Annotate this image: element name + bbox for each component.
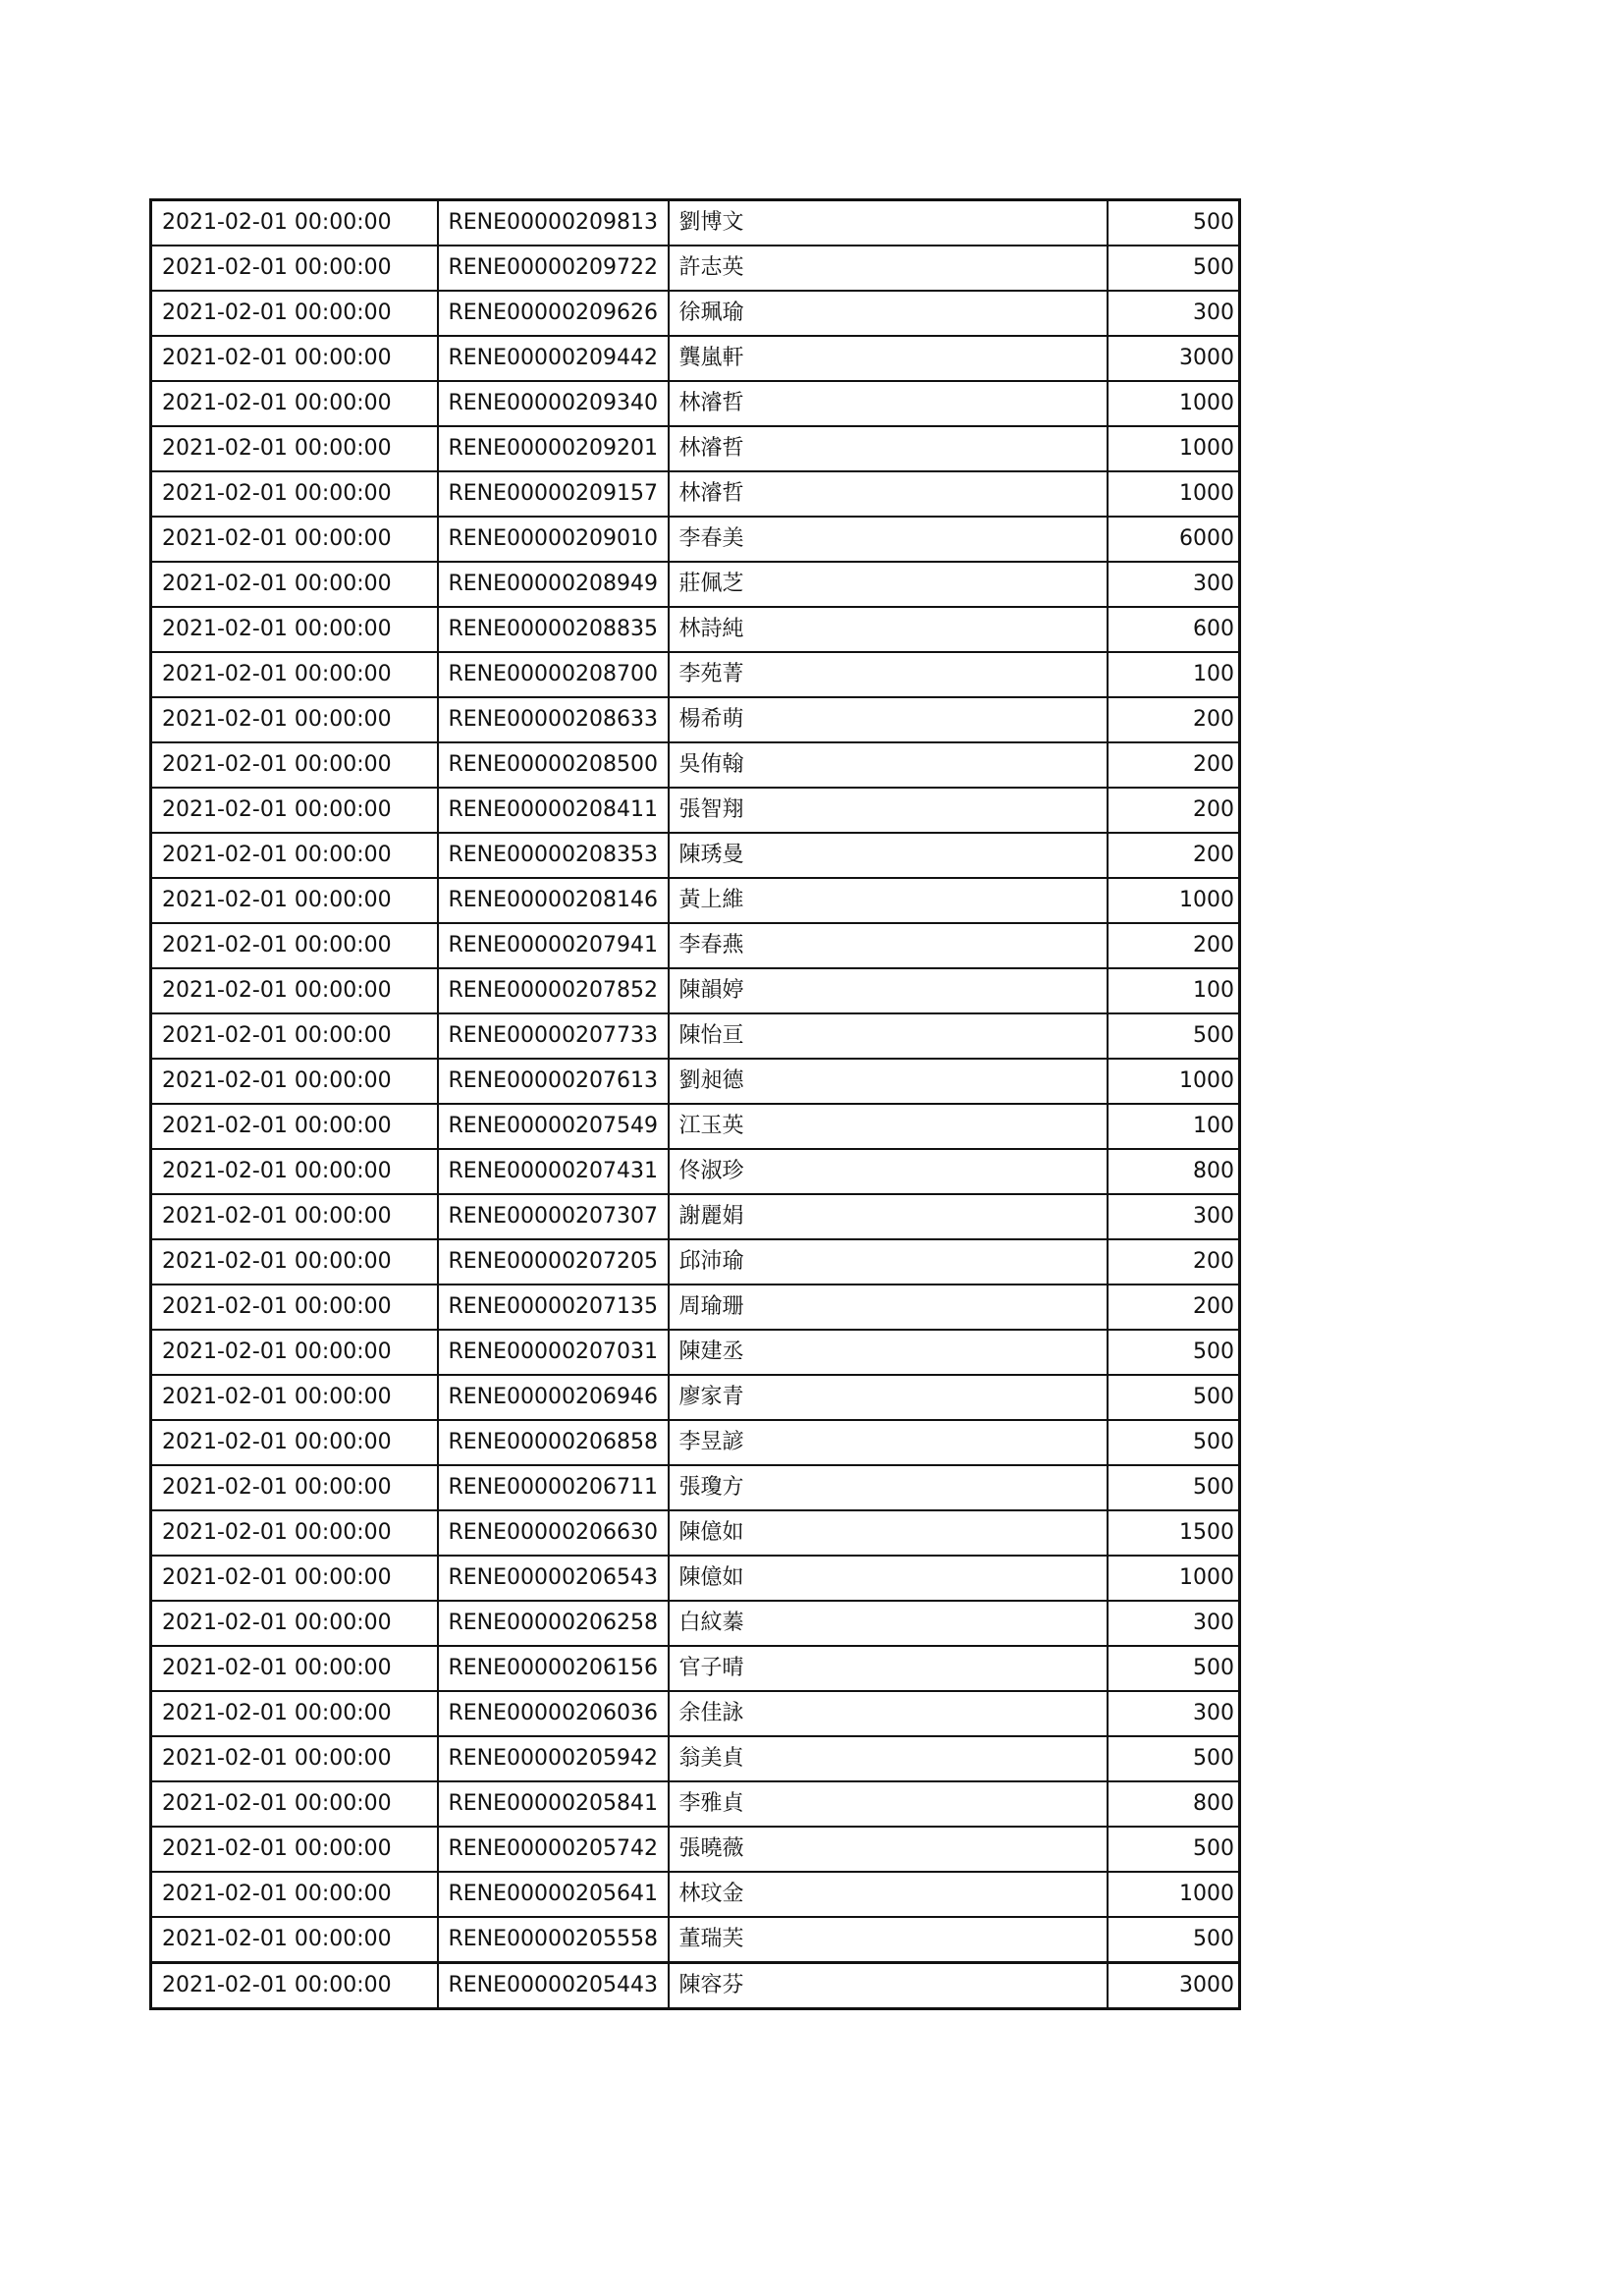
amount-cell: 500 xyxy=(1108,1013,1240,1059)
donor-name-cell: 陳琇曼 xyxy=(669,833,1108,878)
date-cell: 2021-02-01 00:00:00 xyxy=(151,1194,438,1239)
date-cell: 2021-02-01 00:00:00 xyxy=(151,1420,438,1465)
table-row xyxy=(151,1465,1240,1510)
donor-name-cell: 張曉薇 xyxy=(669,1827,1108,1872)
donor-name-cell: 林詩純 xyxy=(669,607,1108,652)
amount-cell: 1000 xyxy=(1108,426,1240,471)
amount-cell: 200 xyxy=(1108,923,1240,968)
receipt-id-cell: RENE00000207031 xyxy=(438,1330,669,1375)
receipt-id-cell: RENE00000209626 xyxy=(438,291,669,336)
receipt-id-cell: RENE00000209442 xyxy=(438,336,669,381)
donor-name-cell: 謝麗娟 xyxy=(669,1194,1108,1239)
date-cell: 2021-02-01 00:00:00 xyxy=(151,381,438,426)
donor-name-cell: 陳容芬 xyxy=(669,1963,1108,2009)
receipt-id-cell: RENE00000209201 xyxy=(438,426,669,471)
date-cell: 2021-02-01 00:00:00 xyxy=(151,562,438,607)
date-cell: 2021-02-01 00:00:00 xyxy=(151,1736,438,1781)
donor-name-cell: 張智翔 xyxy=(669,788,1108,833)
amount-cell: 1000 xyxy=(1108,1556,1240,1601)
donor-name-cell: 龔嵐軒 xyxy=(669,336,1108,381)
table-row xyxy=(151,471,1240,517)
receipt-id-cell: RENE00000209010 xyxy=(438,517,669,562)
table-row xyxy=(151,1194,1240,1239)
amount-cell: 500 xyxy=(1108,1465,1240,1510)
donor-name-cell: 陳怡亘 xyxy=(669,1013,1108,1059)
date-cell: 2021-02-01 00:00:00 xyxy=(151,1872,438,1917)
date-cell: 2021-02-01 00:00:00 xyxy=(151,878,438,923)
table-row xyxy=(151,562,1240,607)
receipt-id-cell: RENE00000207941 xyxy=(438,923,669,968)
date-cell: 2021-02-01 00:00:00 xyxy=(151,1239,438,1285)
donor-name-cell: 徐珮瑜 xyxy=(669,291,1108,336)
receipt-id-cell: RENE00000205558 xyxy=(438,1917,669,1963)
table-row xyxy=(151,1239,1240,1285)
receipt-id-cell: RENE00000206858 xyxy=(438,1420,669,1465)
donor-name-cell: 莊佩芝 xyxy=(669,562,1108,607)
receipt-id-cell: RENE00000208411 xyxy=(438,788,669,833)
table-row xyxy=(151,652,1240,697)
amount-cell: 800 xyxy=(1108,1781,1240,1827)
table-row xyxy=(151,742,1240,788)
amount-cell: 300 xyxy=(1108,1194,1240,1239)
date-cell: 2021-02-01 00:00:00 xyxy=(151,1963,438,2009)
date-cell: 2021-02-01 00:00:00 xyxy=(151,1330,438,1375)
receipt-id-cell: RENE00000207307 xyxy=(438,1194,669,1239)
receipt-id-cell: RENE00000205742 xyxy=(438,1827,669,1872)
date-cell: 2021-02-01 00:00:00 xyxy=(151,336,438,381)
receipt-id-cell: RENE00000205942 xyxy=(438,1736,669,1781)
receipt-id-cell: RENE00000206036 xyxy=(438,1691,669,1736)
donor-name-cell: 江玉英 xyxy=(669,1104,1108,1149)
table-row xyxy=(151,1059,1240,1104)
donor-name-cell: 陳億如 xyxy=(669,1510,1108,1556)
receipt-id-cell: RENE00000209813 xyxy=(438,200,669,246)
donor-name-cell: 李昱諺 xyxy=(669,1420,1108,1465)
table-row xyxy=(151,1601,1240,1646)
amount-cell: 1500 xyxy=(1108,1510,1240,1556)
table-row xyxy=(151,923,1240,968)
date-cell: 2021-02-01 00:00:00 xyxy=(151,426,438,471)
donor-name-cell: 陳韻婷 xyxy=(669,968,1108,1013)
date-cell: 2021-02-01 00:00:00 xyxy=(151,1827,438,1872)
table-row xyxy=(151,833,1240,878)
receipt-id-cell: RENE00000208353 xyxy=(438,833,669,878)
date-cell: 2021-02-01 00:00:00 xyxy=(151,517,438,562)
table-body xyxy=(151,200,1240,2009)
amount-cell: 500 xyxy=(1108,1646,1240,1691)
amount-cell: 200 xyxy=(1108,1285,1240,1330)
donor-name-cell: 許志英 xyxy=(669,246,1108,291)
receipt-id-cell: RENE00000206156 xyxy=(438,1646,669,1691)
receipt-id-cell: RENE00000207733 xyxy=(438,1013,669,1059)
table-row xyxy=(151,1736,1240,1781)
date-cell: 2021-02-01 00:00:00 xyxy=(151,246,438,291)
amount-cell: 1000 xyxy=(1108,381,1240,426)
donor-name-cell: 翁美貞 xyxy=(669,1736,1108,1781)
amount-cell: 500 xyxy=(1108,246,1240,291)
table-row xyxy=(151,1872,1240,1917)
table-row xyxy=(151,1285,1240,1330)
amount-cell: 300 xyxy=(1108,1601,1240,1646)
donor-name-cell: 董瑞芙 xyxy=(669,1917,1108,1963)
receipt-id-cell: RENE00000206946 xyxy=(438,1375,669,1420)
amount-cell: 100 xyxy=(1108,652,1240,697)
amount-cell: 200 xyxy=(1108,697,1240,742)
donor-name-cell: 余佳詠 xyxy=(669,1691,1108,1736)
table-row xyxy=(151,336,1240,381)
date-cell: 2021-02-01 00:00:00 xyxy=(151,833,438,878)
table-row xyxy=(151,1781,1240,1827)
table-row xyxy=(151,697,1240,742)
amount-cell: 200 xyxy=(1108,742,1240,788)
amount-cell: 500 xyxy=(1108,1736,1240,1781)
amount-cell: 500 xyxy=(1108,1375,1240,1420)
amount-cell: 500 xyxy=(1108,200,1240,246)
receipt-id-cell: RENE00000209340 xyxy=(438,381,669,426)
table-row xyxy=(151,246,1240,291)
date-cell: 2021-02-01 00:00:00 xyxy=(151,1465,438,1510)
table-row xyxy=(151,517,1240,562)
table-row xyxy=(151,381,1240,426)
donor-name-cell: 吳侑翰 xyxy=(669,742,1108,788)
amount-cell: 1000 xyxy=(1108,471,1240,517)
table-row xyxy=(151,426,1240,471)
table-row xyxy=(151,1149,1240,1194)
amount-cell: 200 xyxy=(1108,833,1240,878)
receipt-id-cell: RENE00000208835 xyxy=(438,607,669,652)
receipt-id-cell: RENE00000206711 xyxy=(438,1465,669,1510)
donor-name-cell: 廖家青 xyxy=(669,1375,1108,1420)
amount-cell: 100 xyxy=(1108,968,1240,1013)
table-row xyxy=(151,1013,1240,1059)
amount-cell: 800 xyxy=(1108,1149,1240,1194)
amount-cell: 300 xyxy=(1108,1691,1240,1736)
receipt-id-cell: RENE00000207852 xyxy=(438,968,669,1013)
receipt-id-cell: RENE00000206543 xyxy=(438,1556,669,1601)
donor-name-cell: 劉博文 xyxy=(669,200,1108,246)
receipt-id-cell: RENE00000206630 xyxy=(438,1510,669,1556)
amount-cell: 1000 xyxy=(1108,1059,1240,1104)
amount-cell: 6000 xyxy=(1108,517,1240,562)
donor-name-cell: 李春燕 xyxy=(669,923,1108,968)
donor-name-cell: 林濬哲 xyxy=(669,471,1108,517)
receipt-id-cell: RENE00000205641 xyxy=(438,1872,669,1917)
donor-name-cell: 黃上維 xyxy=(669,878,1108,923)
date-cell: 2021-02-01 00:00:00 xyxy=(151,1781,438,1827)
donor-name-cell: 林玟金 xyxy=(669,1872,1108,1917)
receipt-id-cell: RENE00000208500 xyxy=(438,742,669,788)
amount-cell: 200 xyxy=(1108,788,1240,833)
table-row xyxy=(151,1827,1240,1872)
donor-name-cell: 陳億如 xyxy=(669,1556,1108,1601)
amount-cell: 1000 xyxy=(1108,878,1240,923)
date-cell: 2021-02-01 00:00:00 xyxy=(151,1691,438,1736)
date-cell: 2021-02-01 00:00:00 xyxy=(151,1104,438,1149)
date-cell: 2021-02-01 00:00:00 xyxy=(151,1646,438,1691)
amount-cell: 3000 xyxy=(1108,336,1240,381)
receipt-id-cell: RENE00000207205 xyxy=(438,1239,669,1285)
receipt-id-cell: RENE00000208146 xyxy=(438,878,669,923)
table-row xyxy=(151,1420,1240,1465)
donor-name-cell: 周瑜珊 xyxy=(669,1285,1108,1330)
receipt-id-cell: RENE00000208700 xyxy=(438,652,669,697)
donor-name-cell: 李雅貞 xyxy=(669,1781,1108,1827)
amount-cell: 1000 xyxy=(1108,1872,1240,1917)
table-row xyxy=(151,1510,1240,1556)
date-cell: 2021-02-01 00:00:00 xyxy=(151,1059,438,1104)
donation-table xyxy=(149,198,1241,2010)
table-row xyxy=(151,1963,1240,2009)
date-cell: 2021-02-01 00:00:00 xyxy=(151,200,438,246)
amount-cell: 500 xyxy=(1108,1330,1240,1375)
date-cell: 2021-02-01 00:00:00 xyxy=(151,607,438,652)
table-row xyxy=(151,607,1240,652)
date-cell: 2021-02-01 00:00:00 xyxy=(151,1510,438,1556)
donor-name-cell: 佟淑珍 xyxy=(669,1149,1108,1194)
date-cell: 2021-02-01 00:00:00 xyxy=(151,471,438,517)
date-cell: 2021-02-01 00:00:00 xyxy=(151,923,438,968)
date-cell: 2021-02-01 00:00:00 xyxy=(151,1013,438,1059)
receipt-id-cell: RENE00000207431 xyxy=(438,1149,669,1194)
date-cell: 2021-02-01 00:00:00 xyxy=(151,291,438,336)
table-row xyxy=(151,878,1240,923)
receipt-id-cell: RENE00000205443 xyxy=(438,1963,669,2009)
table-row xyxy=(151,1104,1240,1149)
amount-cell: 200 xyxy=(1108,1239,1240,1285)
donor-name-cell: 邱沛瑜 xyxy=(669,1239,1108,1285)
table-row xyxy=(151,788,1240,833)
date-cell: 2021-02-01 00:00:00 xyxy=(151,968,438,1013)
donor-name-cell: 白紋蓁 xyxy=(669,1601,1108,1646)
receipt-id-cell: RENE00000207613 xyxy=(438,1059,669,1104)
table-row xyxy=(151,291,1240,336)
donor-name-cell: 林濬哲 xyxy=(669,426,1108,471)
donor-name-cell: 李春美 xyxy=(669,517,1108,562)
amount-cell: 100 xyxy=(1108,1104,1240,1149)
date-cell: 2021-02-01 00:00:00 xyxy=(151,1556,438,1601)
donor-name-cell: 楊希萌 xyxy=(669,697,1108,742)
receipt-id-cell: RENE00000209722 xyxy=(438,246,669,291)
receipt-id-cell: RENE00000208949 xyxy=(438,562,669,607)
amount-cell: 500 xyxy=(1108,1420,1240,1465)
table-row xyxy=(151,1375,1240,1420)
date-cell: 2021-02-01 00:00:00 xyxy=(151,1375,438,1420)
receipt-id-cell: RENE00000207549 xyxy=(438,1104,669,1149)
table-row xyxy=(151,1691,1240,1736)
receipt-id-cell: RENE00000205841 xyxy=(438,1781,669,1827)
date-cell: 2021-02-01 00:00:00 xyxy=(151,1601,438,1646)
date-cell: 2021-02-01 00:00:00 xyxy=(151,1149,438,1194)
date-cell: 2021-02-01 00:00:00 xyxy=(151,1285,438,1330)
receipt-id-cell: RENE00000209157 xyxy=(438,471,669,517)
receipt-id-cell: RENE00000207135 xyxy=(438,1285,669,1330)
amount-cell: 3000 xyxy=(1108,1963,1240,2009)
table-row xyxy=(151,1646,1240,1691)
amount-cell: 300 xyxy=(1108,291,1240,336)
table-row xyxy=(151,1330,1240,1375)
amount-cell: 500 xyxy=(1108,1827,1240,1872)
table-row xyxy=(151,200,1240,246)
amount-cell: 500 xyxy=(1108,1917,1240,1963)
table-row xyxy=(151,1556,1240,1601)
table-row xyxy=(151,1917,1240,1963)
amount-cell: 300 xyxy=(1108,562,1240,607)
date-cell: 2021-02-01 00:00:00 xyxy=(151,1917,438,1963)
donor-name-cell: 張瓊方 xyxy=(669,1465,1108,1510)
donor-name-cell: 李苑菁 xyxy=(669,652,1108,697)
donor-name-cell: 官子晴 xyxy=(669,1646,1108,1691)
date-cell: 2021-02-01 00:00:00 xyxy=(151,788,438,833)
date-cell: 2021-02-01 00:00:00 xyxy=(151,742,438,788)
donor-name-cell: 陳建丞 xyxy=(669,1330,1108,1375)
table-row xyxy=(151,968,1240,1013)
donor-name-cell: 林濬哲 xyxy=(669,381,1108,426)
amount-cell: 600 xyxy=(1108,607,1240,652)
receipt-id-cell: RENE00000208633 xyxy=(438,697,669,742)
donor-name-cell: 劉昶德 xyxy=(669,1059,1108,1104)
receipt-id-cell: RENE00000206258 xyxy=(438,1601,669,1646)
date-cell: 2021-02-01 00:00:00 xyxy=(151,697,438,742)
date-cell: 2021-02-01 00:00:00 xyxy=(151,652,438,697)
